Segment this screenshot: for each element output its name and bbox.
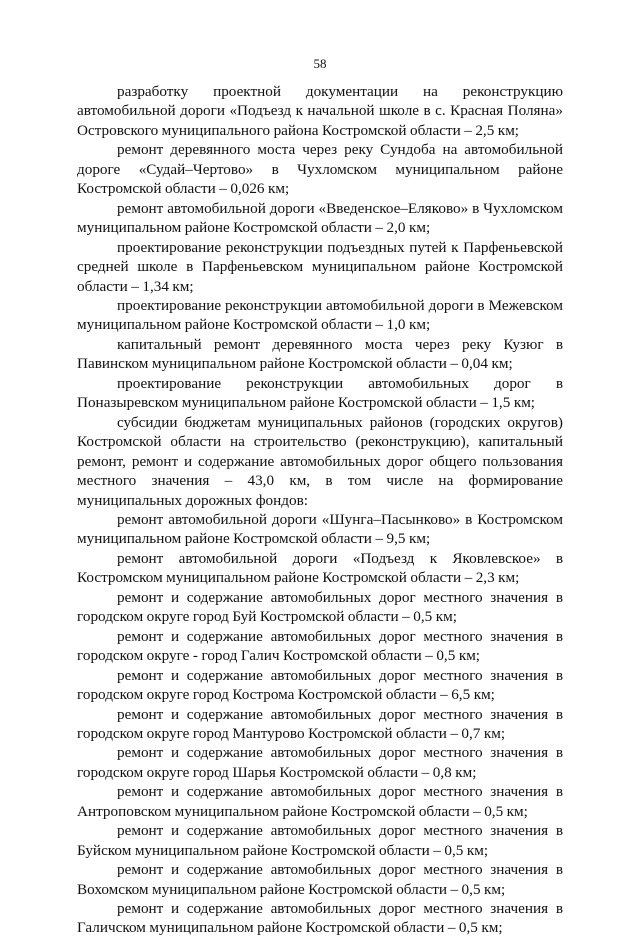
paragraph: ремонт и содержание автомобильных дорог местного значения в городском округе город Кострома Костромской области – 6,5 км;: [77, 666, 563, 704]
paragraph: субсидии бюджетам муниципальных районов (городских округов) Костромской области на строительство (реконструкцию), капитальный ремонт, ремонт и содержание автомобильных дорог общего пользования местного значения – 43,0 км, в том числе на формирование муниципальных дорожных фондов:: [77, 413, 563, 509]
paragraph: проектирование реконструкции автомобильной дороги в Межевском муниципальном районе Костромской области – 1,0 км;: [77, 296, 563, 334]
paragraph: ремонт деревянного моста через реку Сундоба на автомобильной дороге «Судай–Чертово» в Чухломском муниципальном районе Костромской области – 0,026 км;: [77, 141, 563, 198]
paragraph: ремонт и содержание автомобильных дорог местного значения в городском округе город Шарья Костромской области – 0,8 км;: [77, 744, 563, 781]
paragraph: проектирование реконструкции автомобильных дорог в Поназыревском муниципальном районе Костромской области – 1,5 км;: [77, 374, 563, 412]
paragraph: ремонт и содержание автомобильных дорог местного значения в Галичском муниципальном районе Костромской области – 0,5 км;: [77, 900, 563, 937]
document-body: [77, 82, 563, 938]
paragraph: ремонт и содержание автомобильных дорог местного значения в Вохомском муниципальном районе Костромской области – 0,5 км;: [77, 861, 563, 898]
page-number: 58: [313, 56, 327, 71]
paragraph: ремонт и содержание автомобильных дорог местного значения в городском округе город Буй Костромской области – 0,5 км;: [77, 588, 563, 626]
paragraph: ремонт автомобильной дороги «Введенское–Еляково» в Чухломском муниципальном районе Костромской области – 2,0 км;: [77, 199, 563, 237]
paragraph: проектирование реконструкции подъездных путей к Парфеньевской средней школе в Парфеньевском муниципальном районе Костромской области – 1,34 км;: [77, 238, 563, 295]
paragraph: ремонт и содержание автомобильных дорог местного значения в Буйском муниципальном районе Костромской области – 0,5 км;: [77, 822, 563, 859]
paragraph: ремонт автомобильной дороги «Шунга–Пасынково» в Костромском муниципальном районе Костромской области – 9,5 км;: [77, 510, 563, 548]
paragraph: разработку проектной документации на реконструкцию автомобильной дороги «Подъезд к начальной школе в с. Красная Поляна» Островского муниципального района Костромской области – 2,5 км;: [77, 83, 563, 139]
paragraph: ремонт и содержание автомобильных дорог местного значения в Антроповском муниципальном районе Костромской области – 0,5 км;: [77, 783, 563, 820]
paragraph: ремонт и содержание автомобильных дорог местного значения в городском округе - город Галич Костромской области – 0,5 км;: [77, 627, 563, 665]
paragraph: ремонт автомобильной дороги «Подъезд к Яковлевское» в Костромском муниципальном районе Костромской области – 2,3 км;: [77, 549, 563, 587]
paragraph: ремонт и содержание автомобильных дорог местного значения в городском округе город Мантурово Костромской области – 0,7 км;: [77, 705, 563, 742]
paragraph: капитальный ремонт деревянного моста через реку Кузюг в Павинском муниципальном районе Костромской области – 0,04 км;: [77, 335, 563, 373]
